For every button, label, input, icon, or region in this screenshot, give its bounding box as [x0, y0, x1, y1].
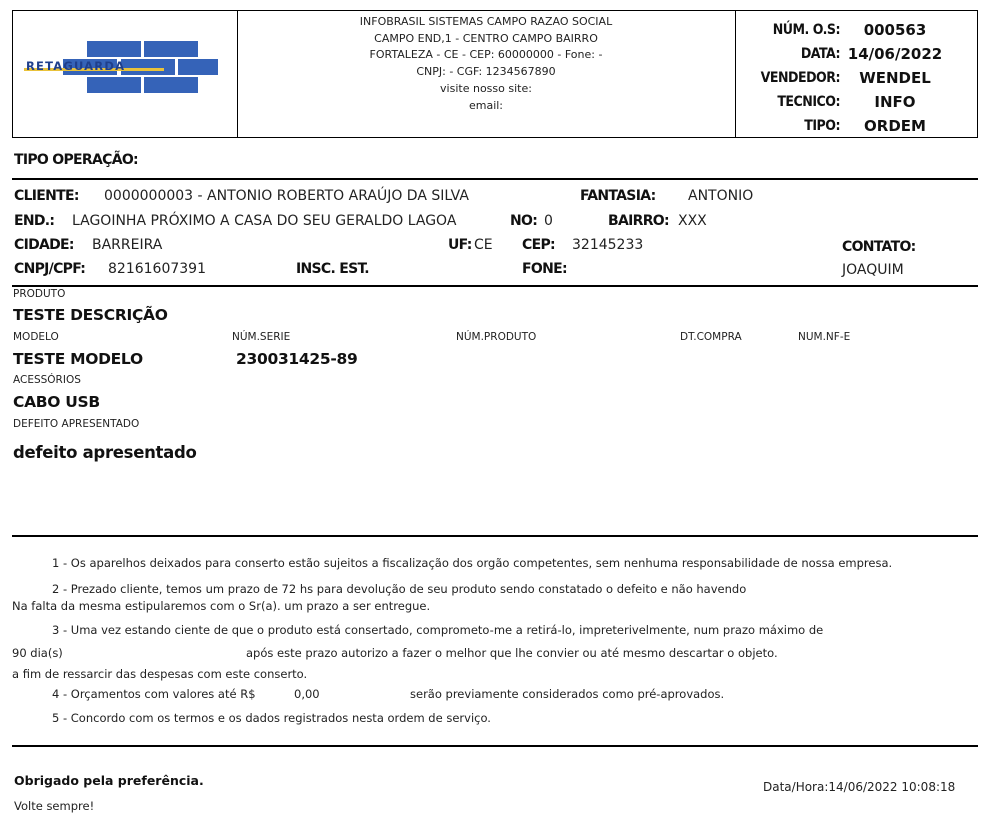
term-3-days: 90 dia(s): [12, 646, 63, 660]
divider-product: [12, 535, 978, 537]
number-label: NO:: [510, 213, 538, 229]
bairro-label: BAIRRO:: [608, 213, 669, 229]
term-3: 3 - Uma vez estando ciente de que o produto está consertado, comprometo-me a retirá-lo, impreterivelmente, num prazo máximo de: [52, 623, 824, 637]
company-email: email:: [468, 98, 504, 112]
number-value: 0: [544, 213, 553, 229]
term-4-continued: serão previamente considerados como pré-aprovados.: [410, 687, 725, 701]
company-name: INFOBRASIL SISTEMAS CAMPO RAZAO SOCIAL: [359, 15, 613, 28]
phone-label: FONE:: [522, 261, 567, 277]
cnpj-label: CNPJ/CPF:: [14, 261, 86, 277]
datetime-text: Data/Hora:14/06/2022 10:08:18: [763, 780, 956, 794]
defect-label: DEFEITO APRESENTADO: [13, 418, 140, 430]
client-label: CLIENTE:: [14, 188, 79, 204]
os-tech-value: INFO: [874, 93, 916, 111]
os-number-value: 000563: [863, 21, 927, 39]
os-date-value: 14/06/2022: [847, 45, 943, 63]
fantasia-value: ANTONIO: [688, 188, 754, 204]
address-value: LAGOINHA PRÓXIMO A CASA DO SEU GERALDO LAGOA: [72, 213, 457, 229]
come-back-text: Volte sempre!: [14, 799, 95, 813]
os-type-value: ORDEM: [864, 117, 926, 135]
retaguarda-logo: [20, 35, 225, 115]
term-3-continued: após este prazo autorizo a fazer o melhor que lhe convier ou até mesmo descartar o objeto.: [246, 646, 778, 660]
accessories-value: CABO USB: [13, 393, 100, 411]
divider-operation: [12, 178, 978, 180]
os-seller-value: WENDEL: [859, 69, 931, 87]
client-value: 0000000003 - ANTONIO ROBERTO ARAÚJO DA SILVA: [104, 188, 469, 204]
bairro-value: XXX: [678, 213, 707, 229]
company-city: FORTALEZA - CE - CEP: 60000000 - Fone: -: [369, 48, 603, 62]
serial-label: NÚM.SERIE: [232, 331, 291, 343]
cep-label: CEP:: [522, 237, 555, 253]
accessories-label: ACESSÓRIOS: [13, 374, 81, 386]
purchase-date-label: DT.COMPRA: [680, 331, 742, 343]
logo-text: RETAGUARDA: [26, 59, 126, 73]
divider-terms: [12, 745, 978, 747]
contact-label: CONTATO:: [842, 239, 916, 255]
nfe-number-label: NUM.NF-E: [798, 331, 851, 343]
fantasia-label: FANTASIA:: [580, 188, 656, 204]
term-5: 5 - Concordo com os termos e os dados registrados nesta ordem de serviço.: [52, 711, 491, 725]
uf-value: CE: [474, 237, 493, 253]
divider-client: [12, 285, 978, 287]
cep-value: 32145233: [572, 237, 644, 253]
product-value: TESTE DESCRIÇÃO: [13, 306, 168, 324]
term-4-value: 0,00: [294, 687, 320, 701]
city-value: BARREIRA: [92, 237, 163, 253]
term-3-end: a fim de ressarcir das despesas com este conserto.: [12, 667, 308, 681]
os-type-label: TIPO:: [804, 118, 840, 134]
term-1: 1 - Os aparelhos deixados para conserto estão sujeitos a fiscalização dos orgão competentes, sem nenhuma responsabilidade de nossa empresa.: [52, 556, 893, 570]
serial-value: 230031425-89: [236, 350, 358, 368]
company-site: visite nosso site:: [440, 81, 532, 95]
address-label: END.:: [14, 213, 55, 229]
term-4: 4 - Orçamentos com valores até R$: [52, 687, 256, 701]
os-number-label: NÚM. O.S:: [772, 22, 840, 38]
insc-label: INSC. EST.: [296, 261, 369, 277]
term-2-continued: Na falta da mesma estipularemos com o Sr(a). um prazo a ser entregue.: [12, 599, 431, 613]
os-date-label: DATA:: [800, 46, 840, 62]
city-label: CIDADE:: [14, 237, 74, 253]
uf-label: UF:: [448, 237, 472, 253]
product-label: PRODUTO: [13, 288, 66, 300]
thanks-text: Obrigado pela preferência.: [14, 773, 204, 788]
product-number-label: NÚM.PRODUTO: [456, 331, 537, 343]
operation-label: TIPO OPERAÇÃO:: [14, 152, 138, 168]
company-cnpj: CNPJ: - CGF: 1234567890: [416, 65, 556, 79]
cnpj-value: 82161607391: [108, 261, 206, 277]
os-seller-label: VENDEDOR:: [760, 70, 840, 86]
os-tech-label: TECNICO:: [777, 94, 840, 110]
defect-value: defeito apresentado: [13, 443, 197, 462]
company-address: CAMPO END,1 - CENTRO CAMPO BAIRRO: [374, 31, 598, 45]
model-label: MODELO: [13, 331, 59, 343]
company-info: [238, 14, 734, 114]
model-value: TESTE MODELO: [13, 350, 143, 368]
term-2: 2 - Prezado cliente, temos um prazo de 72 hs para devolução de seu produto sendo constatado o defeito e não havendo: [52, 582, 747, 596]
contact-value: JOAQUIM: [842, 262, 904, 278]
